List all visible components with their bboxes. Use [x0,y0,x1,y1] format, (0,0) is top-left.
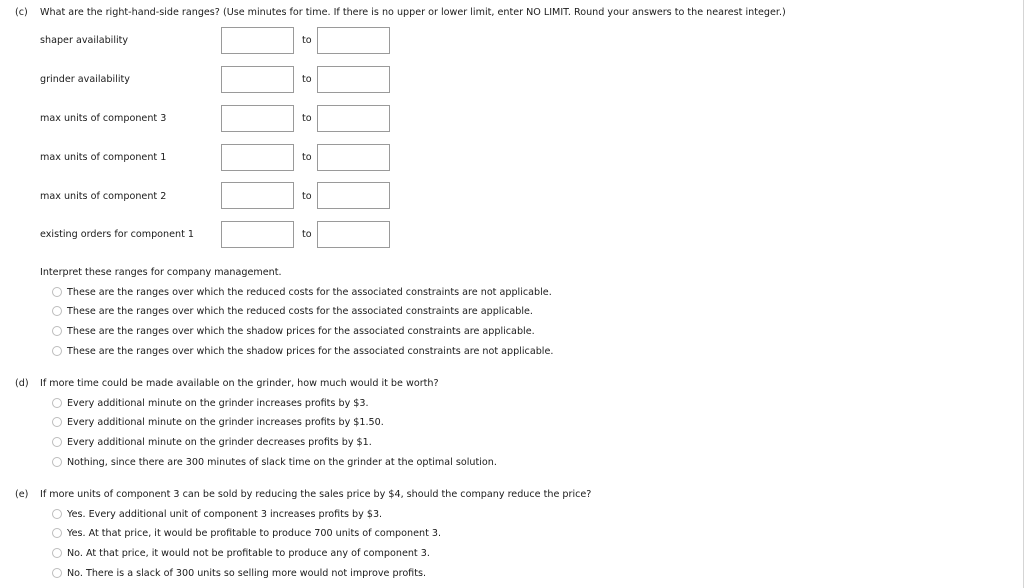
part-d-letter: (d) [15,378,29,389]
radio-button[interactable] [52,509,62,519]
part-e-letter: (e) [15,489,29,500]
to-label: to [302,191,312,202]
row-label-grinder-availability: grinder availability [40,74,130,85]
option-label: Every additional minute on the grinder decreases profits by $1. [67,436,372,448]
shaper-availability-lower-input[interactable] [221,27,294,54]
to-label: to [302,229,312,240]
row-label-max-units-component-1: max units of component 1 [40,152,167,163]
interpret-prompt: Interpret these ranges for company management. [40,267,282,278]
interpret-option[interactable] [52,344,553,358]
max-units-component-1-lower-input[interactable] [221,144,294,171]
existing-orders-component-1-upper-input[interactable] [317,221,390,248]
max-units-component-2-upper-input[interactable] [317,182,390,209]
radio-button[interactable] [52,528,62,538]
part-d-option[interactable] [52,435,372,449]
radio-button[interactable] [52,568,62,578]
option-label: Every additional minute on the grinder increases profits by $1.50. [67,416,384,428]
part-e-question: If more units of component 3 can be sold by reducing the sales price by $4, should the company reduce the price? [40,489,592,500]
interpret-option[interactable] [52,304,533,318]
row-label-existing-orders-component-1: existing orders for component 1 [40,229,195,240]
radio-button[interactable] [52,306,62,316]
part-e-option[interactable] [52,526,441,540]
existing-orders-component-1-lower-input[interactable] [221,221,294,248]
option-label: No. At that price, it would not be profitable to produce any of component 3. [67,547,430,559]
max-units-component-1-upper-input[interactable] [317,144,390,171]
radio-button[interactable] [52,457,62,467]
part-e-option[interactable] [52,546,430,560]
option-label: Nothing, since there are 300 minutes of slack time on the grinder at the optimal solution. [67,456,497,468]
max-units-component-3-lower-input[interactable] [221,105,294,132]
radio-button[interactable] [52,326,62,336]
to-label: to [302,35,312,46]
grinder-availability-upper-input[interactable] [317,66,390,93]
part-e-option[interactable] [52,507,382,521]
to-label: to [302,74,312,85]
radio-button[interactable] [52,398,62,408]
row-label-max-units-component-3: max units of component 3 [40,113,167,124]
part-d-option[interactable] [52,455,497,469]
option-label: Every additional minute on the grinder increases profits by $3. [67,397,369,409]
interpret-option[interactable] [52,324,535,338]
to-label: to [302,113,312,124]
max-units-component-2-lower-input[interactable] [221,182,294,209]
option-label: Yes. At that price, it would be profitable to produce 700 units of component 3. [67,527,442,539]
radio-button[interactable] [52,287,62,297]
max-units-component-3-upper-input[interactable] [317,105,390,132]
to-label: to [302,152,312,163]
radio-button[interactable] [52,437,62,447]
row-label-shaper-availability: shaper availability [40,35,129,46]
interpret-option[interactable] [52,285,552,299]
option-label: Yes. Every additional unit of component 3 increases profits by $3. [67,508,383,520]
shaper-availability-upper-input[interactable] [317,27,390,54]
radio-button[interactable] [52,417,62,427]
grinder-availability-lower-input[interactable] [221,66,294,93]
option-label: These are the ranges over which the shadow prices for the associated constraints are applicable. [67,325,535,337]
part-d-option[interactable] [52,415,384,429]
row-label-max-units-component-2: max units of component 2 [40,191,167,202]
part-c-question: What are the right-hand-side ranges? (Use minutes for time. If there is no upper or lower limit, enter NO LIMIT. Round your answers to the nearest integer.) [40,7,786,18]
part-d-option[interactable] [52,396,369,410]
radio-button[interactable] [52,548,62,558]
part-d-question: If more time could be made available on the grinder, how much would it be worth? [40,378,439,389]
option-label: These are the ranges over which the reduced costs for the associated constraints are applicable. [67,305,533,317]
radio-button[interactable] [52,346,62,356]
option-label: No. There is a slack of 300 units so selling more would not improve profits. [67,567,427,579]
part-e-option[interactable] [52,566,426,580]
option-label: These are the ranges over which the shadow prices for the associated constraints are not applicable. [67,345,554,357]
option-label: These are the ranges over which the reduced costs for the associated constraints are not applicable. [67,286,552,298]
part-c-letter: (c) [15,7,28,18]
